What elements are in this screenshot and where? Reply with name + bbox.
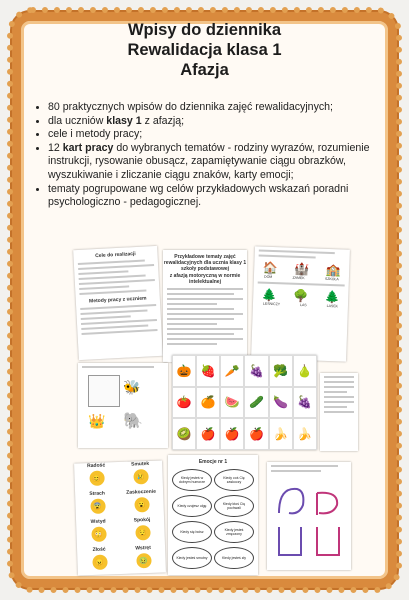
fruit-cell: 🍊	[196, 387, 220, 419]
emotion-label: Radość	[87, 462, 106, 470]
preview-fruit-sheet	[172, 355, 317, 450]
house-icon: 🏠	[262, 260, 278, 276]
elephant-icon: 🐘	[123, 413, 143, 430]
goals-title: Cele do realizacji	[95, 251, 136, 260]
emotion-oval: Kiedy czujesz ulgę	[172, 495, 212, 517]
tree-icon: 🌲	[261, 287, 277, 303]
emotion-oval: Kiedy się boisz	[172, 521, 212, 543]
emotion-label: Smutek	[131, 460, 150, 468]
tracing-shapes	[267, 475, 351, 565]
emotion-label: Złość	[92, 546, 106, 553]
face-icon: 😢	[133, 469, 149, 485]
list-item: • 12 kart pracy do wybranych tematów - rodziny wyrazów, rozumienie instrukcji, rysowanie obusącz, zapamiętywanie ciągu obrazków, wyszukiwanie i zliczanie ciągu znaków, karty emocji;	[48, 142, 378, 183]
beehive-icon: 🐝	[123, 379, 141, 395]
fruit-cell: 🍆	[269, 387, 293, 419]
emotion-label: Wstyd	[90, 518, 106, 526]
page-title	[0, 20, 409, 80]
tree-icon: 🌳	[293, 288, 309, 304]
emotion-card	[76, 518, 121, 548]
tree-icon: 🌲	[324, 289, 341, 305]
emotion-card	[121, 544, 166, 574]
fruit-cell: 🍐	[293, 355, 317, 387]
castle-icon: 🏰	[293, 261, 310, 277]
fruit-cell: 🍌	[293, 418, 317, 450]
feature-list	[36, 101, 378, 210]
list-item: • 80 praktycznych wpisów do dziennika zajęć rewalidacyjnych;	[48, 101, 378, 115]
emotion-card	[119, 488, 164, 518]
list-item: • dla uczniów klasy 1 z afazją;	[48, 115, 378, 129]
fruit-cell: 🍉	[220, 387, 244, 419]
title-line-3: Afazja	[180, 61, 229, 79]
list-item: • tematy pogrupowane wg celów przykładowych wskazań poradni psychologiczno - pedagogicznej.	[48, 183, 378, 210]
fruit-cell: 🍌	[269, 418, 293, 450]
emotion-card	[118, 460, 163, 490]
school-icon: 🏫	[325, 262, 342, 278]
preview-drawing-sheet	[78, 363, 168, 448]
emotion-oval: Kiedy ktoś Cię pochwali	[214, 495, 254, 517]
emotion-card	[77, 546, 122, 576]
preview-emotions-faces-sheet	[74, 460, 166, 575]
fruit-cell: 🍅	[172, 387, 196, 419]
fruit-cell: 🥦	[269, 355, 293, 387]
title-line-1: Wpisy do dziennika	[127, 21, 282, 39]
emotion-faces-grid	[74, 460, 166, 575]
preview-tracing-sheet	[267, 462, 351, 570]
fruit-cell: 🍎	[196, 418, 220, 450]
emotion-card	[74, 462, 119, 492]
fruit-cell: 🍎	[244, 418, 268, 450]
emotions-title: Emocje nr 1	[198, 459, 228, 465]
fruit-grid	[172, 355, 317, 450]
crown-icon: 👑	[88, 413, 106, 429]
emotion-label: Wstręt	[135, 544, 151, 552]
list-item: • cele i metody pracy;	[48, 128, 378, 142]
preview-topics-sheet	[163, 250, 247, 362]
emotion-oval: Kiedy coś Cię zaskoczy	[214, 469, 254, 491]
fruit-cell: 🍎	[220, 418, 244, 450]
preview-goals-sheet	[73, 246, 163, 360]
fruit-cell: 🍓	[196, 355, 220, 387]
emotion-label: Strach	[89, 490, 106, 498]
emotion-oval: Kiedy jesteś w dobrym humorze	[172, 469, 212, 491]
face-icon: 😨	[90, 499, 106, 515]
fruit-cell: 🎃	[172, 355, 196, 387]
emotion-card	[75, 490, 120, 520]
fruit-cell: 🍇	[293, 387, 317, 419]
fruit-cell: 🍇	[244, 355, 268, 387]
topics-title: Przykładowe tematy zajęć rewalidacyjnych dla ucznia klasy 1 szkoły podstawowej	[163, 254, 247, 272]
fruit-cell: 🥝	[172, 418, 196, 450]
emotion-card	[120, 516, 165, 546]
topics-subtitle: z afazją motoryczną w normie intelektualnej	[169, 273, 241, 285]
methods-title: Metody pracy z uczniem	[88, 295, 147, 305]
emotion-label: Zaskoczenie	[126, 488, 157, 496]
face-icon: 😳	[91, 527, 107, 543]
emotion-oval: Kiedy jesteś smutny	[172, 547, 212, 569]
face-icon: 😊	[89, 471, 105, 487]
emotion-oval: Kiedy jesteś zły	[214, 547, 254, 569]
face-icon: 😮	[134, 497, 150, 513]
preview-map-sheet: 🏠 🏰 🏫 DOM ZAMEK SZKOŁA 🌲 🌳 🌲 LEŚNICZY LAS LASEK	[251, 246, 350, 361]
fruit-cell: 🥒	[244, 387, 268, 419]
title-line-2: Rewalidacja klasa 1	[127, 41, 282, 59]
preview-emotions-ovals-sheet	[168, 455, 258, 575]
emotion-label: Spokój	[133, 516, 151, 524]
face-icon: 🤢	[136, 553, 152, 569]
face-icon: 😠	[92, 554, 108, 570]
emotion-oval: Kiedy jesteś zmęczony	[214, 521, 254, 543]
face-icon: 😌	[135, 525, 151, 541]
fruit-cell: 🥕	[220, 355, 244, 387]
preview-textbox-sheet	[320, 373, 358, 451]
